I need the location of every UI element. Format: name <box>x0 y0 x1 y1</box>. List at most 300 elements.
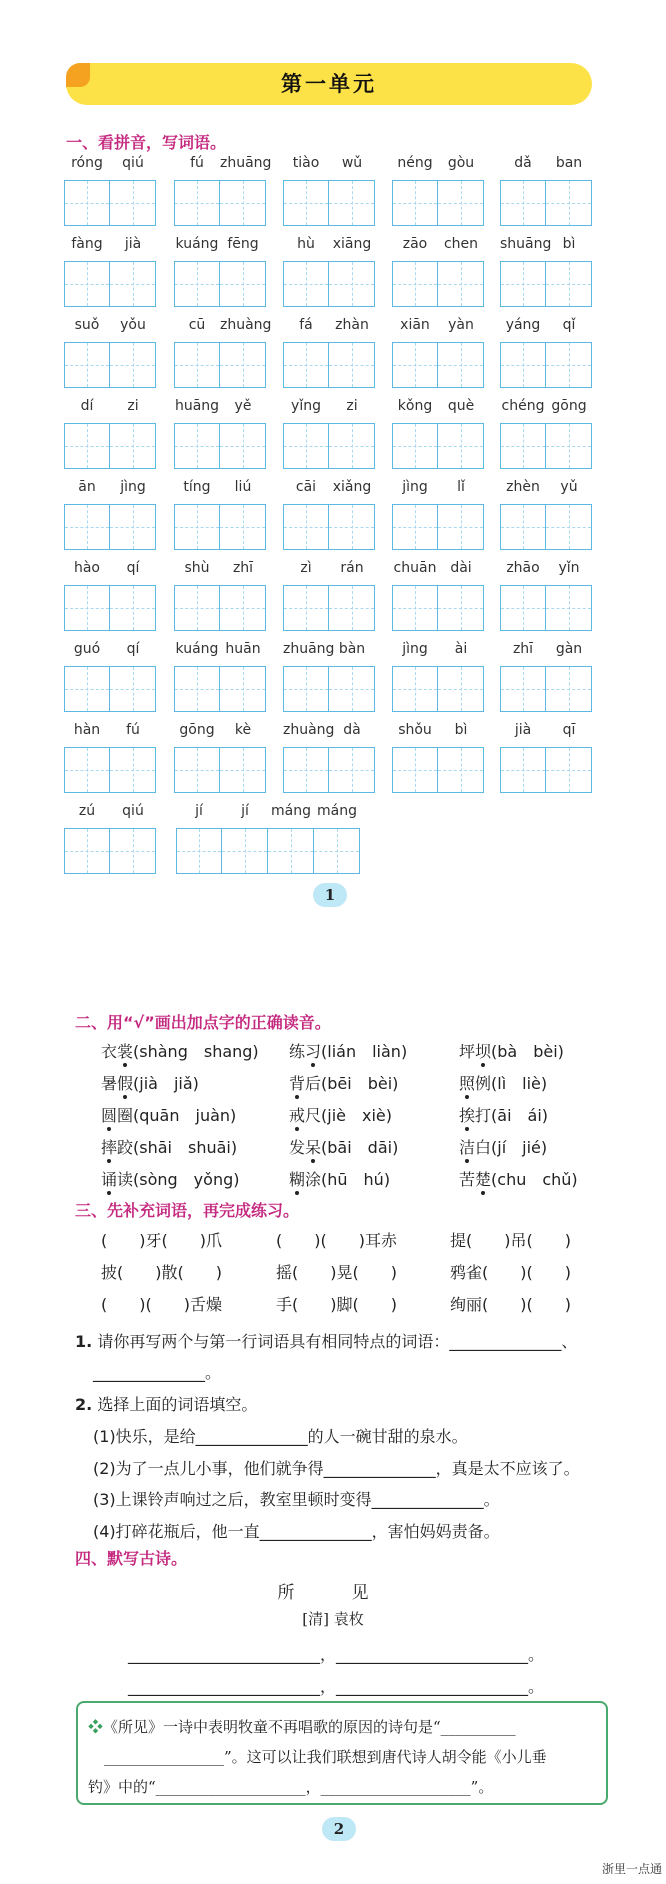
pinyin-label <box>392 398 484 422</box>
pinyin-label <box>392 560 484 584</box>
writing-box[interactable] <box>64 180 110 226</box>
writing-box[interactable] <box>438 747 484 793</box>
tip-line-2[interactable]: ________________”。这可以让我们联想到唐代诗人胡令能《小儿垂 <box>104 1748 547 1766</box>
pinyin-syllable: jìng <box>120 479 146 495</box>
question-1-text[interactable]: 请你再写两个与第一行词语具有相同特点的词语：______________、 <box>97 1332 578 1351</box>
writing-boxes <box>174 666 266 712</box>
writing-box[interactable] <box>174 666 220 712</box>
pinyin-label <box>64 479 156 503</box>
section2-title: 二、用“√”画出加点字的正确读音。 <box>75 1013 331 1032</box>
pinyin-syllable: ban <box>555 155 583 171</box>
writing-box[interactable] <box>174 342 220 388</box>
writing-box[interactable] <box>220 504 266 550</box>
pronunciation-item[interactable] <box>289 1039 407 1062</box>
tip-line-1[interactable] <box>88 1716 516 1737</box>
writing-box[interactable] <box>392 747 438 793</box>
writing-box[interactable] <box>220 261 266 307</box>
reading-options: (lián liàn) <box>321 1042 408 1061</box>
writing-box[interactable] <box>174 180 220 226</box>
pinyin-label <box>500 236 592 260</box>
pinyin-syllable: jìng <box>402 479 428 495</box>
idiom-blank-item[interactable]: 绚丽( )( ) <box>450 1295 571 1314</box>
writing-box[interactable] <box>392 585 438 631</box>
dotted-character: 洁 <box>459 1138 476 1157</box>
question-1-number: 1. <box>75 1332 93 1351</box>
question-2 <box>75 1392 257 1415</box>
idiom-blank-item[interactable]: 提( )吊( ) <box>450 1231 571 1250</box>
writing-boxes <box>174 585 266 631</box>
pinyin-syllable: jí <box>195 803 203 819</box>
writing-box[interactable] <box>392 342 438 388</box>
pinyin-syllable: fú <box>126 722 140 738</box>
pronunciation-item[interactable] <box>459 1135 547 1158</box>
pinyin-syllable: què <box>447 398 475 414</box>
writing-box[interactable] <box>438 504 484 550</box>
pinyin-syllable: lǐ <box>457 479 465 495</box>
writing-box[interactable] <box>500 504 546 550</box>
pinyin-syllable: zú <box>78 803 96 819</box>
pinyin-label <box>174 155 272 179</box>
pinyin-syllable: wǔ <box>341 155 363 171</box>
pinyin-syllable: zhuàng <box>220 317 272 333</box>
writing-boxes <box>392 180 484 226</box>
writing-box[interactable] <box>329 180 375 226</box>
unit-title: 第一单元 <box>281 71 377 96</box>
writing-boxes <box>283 342 375 388</box>
writing-boxes <box>64 585 156 631</box>
pinyin-syllable: néng <box>397 155 433 171</box>
writing-boxes <box>174 342 266 388</box>
pinyin-label <box>392 641 484 665</box>
writing-box[interactable] <box>283 504 329 550</box>
writing-box[interactable] <box>220 423 266 469</box>
idiom-blank-item[interactable]: 鸦雀( )( ) <box>450 1263 571 1282</box>
writing-box[interactable] <box>283 585 329 631</box>
writing-box[interactable] <box>64 585 110 631</box>
pinyin-syllable: suǒ <box>74 317 100 333</box>
pronunciation-item[interactable] <box>289 1071 398 1094</box>
writing-box[interactable] <box>64 666 110 712</box>
word-prefix: 坪 <box>459 1042 476 1061</box>
pronunciation-item[interactable] <box>459 1071 547 1094</box>
pronunciation-item[interactable] <box>101 1103 236 1126</box>
writing-box[interactable] <box>110 666 156 712</box>
writing-boxes <box>392 342 484 388</box>
idiom-blank-item[interactable]: ( )( )耳赤 <box>276 1231 397 1250</box>
writing-boxes <box>392 261 484 307</box>
pinyin-syllable: cāi <box>295 479 317 495</box>
question-2-text: 选择上面的词语填空。 <box>97 1395 258 1414</box>
writing-box[interactable] <box>546 423 592 469</box>
writing-boxes <box>500 585 592 631</box>
pinyin-syllable: tíng <box>183 479 211 495</box>
writing-box[interactable] <box>110 342 156 388</box>
pinyin-label <box>500 317 592 341</box>
writing-box[interactable] <box>392 261 438 307</box>
writing-box[interactable] <box>174 423 220 469</box>
writing-box[interactable] <box>546 666 592 712</box>
writing-box[interactable] <box>283 666 329 712</box>
pinyin-label <box>500 398 592 422</box>
writing-box[interactable] <box>283 180 329 226</box>
writing-box[interactable] <box>329 585 375 631</box>
pinyin-syllable: qiú <box>122 803 144 819</box>
writing-box[interactable] <box>220 342 266 388</box>
pinyin-syllable: hù <box>297 236 315 252</box>
reading-options: (jià jiǎ) <box>133 1074 199 1093</box>
idiom-blank-item[interactable]: 手( )脚( ) <box>276 1295 397 1314</box>
word-prefix: 衣 <box>101 1042 118 1061</box>
question-2-item[interactable]: (1)快乐，是给______________的人一碗甘甜的泉水。 <box>93 1427 468 1446</box>
page-number-2: 2 <box>322 1817 356 1841</box>
pinyin-syllable: yě <box>234 398 252 414</box>
writing-box[interactable] <box>500 423 546 469</box>
writing-box[interactable] <box>546 504 592 550</box>
poem-title: 所 见 <box>277 1583 389 1603</box>
writing-boxes <box>283 261 375 307</box>
writing-box[interactable] <box>500 747 546 793</box>
writing-box[interactable] <box>546 747 592 793</box>
writing-box[interactable] <box>546 261 592 307</box>
pinyin-syllable: róng <box>71 155 103 171</box>
writing-boxes <box>500 423 592 469</box>
pinyin-label <box>500 479 592 503</box>
writing-box[interactable] <box>64 504 110 550</box>
pinyin-label <box>283 236 375 260</box>
pinyin-label <box>283 155 375 179</box>
writing-box[interactable] <box>329 342 375 388</box>
dotted-character: 戒 <box>289 1106 306 1125</box>
pinyin-syllable: yǔ <box>560 479 578 495</box>
pinyin-syllable: kuáng <box>175 641 219 657</box>
writing-box[interactable] <box>222 828 268 874</box>
writing-box[interactable] <box>268 828 314 874</box>
pinyin-syllable: yàn <box>448 317 474 333</box>
dotted-character: 坝 <box>475 1042 492 1061</box>
dotted-character: 楚 <box>475 1170 492 1189</box>
writing-box[interactable] <box>500 342 546 388</box>
writing-boxes <box>64 666 156 712</box>
writing-box[interactable] <box>500 180 546 226</box>
pinyin-syllable: qǐ <box>562 317 576 333</box>
pinyin-syllable: rán <box>340 560 364 576</box>
pinyin-label <box>392 236 484 260</box>
reading-options: 读(sòng yǒng) <box>117 1170 240 1189</box>
writing-box[interactable] <box>176 828 222 874</box>
writing-box[interactable] <box>110 585 156 631</box>
writing-boxes <box>64 423 156 469</box>
pinyin-label <box>174 317 272 341</box>
pronunciation-item[interactable] <box>289 1167 390 1190</box>
pinyin-syllable: chéng <box>501 398 545 414</box>
pinyin-label <box>176 803 360 827</box>
pinyin-label <box>392 722 484 746</box>
word-prefix: 练 <box>289 1042 306 1061</box>
pinyin-label <box>174 236 266 260</box>
writing-boxes <box>392 666 484 712</box>
writing-box[interactable] <box>546 342 592 388</box>
writing-boxes <box>64 504 156 550</box>
writing-box[interactable] <box>392 504 438 550</box>
pinyin-syllable: zì <box>300 560 312 576</box>
pronunciation-item[interactable] <box>101 1039 259 1062</box>
writing-boxes <box>283 666 375 712</box>
writing-box[interactable] <box>438 423 484 469</box>
pinyin-syllable: bì <box>454 722 468 738</box>
writing-box[interactable] <box>329 666 375 712</box>
pinyin-label <box>392 155 484 179</box>
writing-box[interactable] <box>64 828 110 874</box>
pinyin-label <box>500 155 592 179</box>
writing-box[interactable] <box>283 261 329 307</box>
writing-box[interactable] <box>110 504 156 550</box>
tip-line-1-text: 《所见》一诗中表明牧童不再唱歌的原因的诗句是“__________ <box>103 1718 516 1736</box>
reading-options: 例(lì liè) <box>475 1074 548 1093</box>
writing-box[interactable] <box>64 747 110 793</box>
writing-box[interactable] <box>64 342 110 388</box>
pinyin-syllable: chuān <box>393 560 437 576</box>
pronunciation-item[interactable] <box>459 1039 564 1062</box>
pinyin-syllable: yǐn <box>558 560 580 576</box>
writing-box[interactable] <box>392 180 438 226</box>
writing-box[interactable] <box>64 423 110 469</box>
writing-box[interactable] <box>329 423 375 469</box>
pinyin-syllable: dà <box>343 722 361 738</box>
writing-box[interactable] <box>438 666 484 712</box>
writing-box[interactable] <box>546 585 592 631</box>
pinyin-syllable: gàn <box>555 641 583 657</box>
idiom-blank-item[interactable]: ( )牙( )爪 <box>101 1231 222 1250</box>
pinyin-label <box>174 479 266 503</box>
writing-box[interactable] <box>500 261 546 307</box>
writing-boxes <box>500 261 592 307</box>
writing-box[interactable] <box>314 828 360 874</box>
writing-box[interactable] <box>283 747 329 793</box>
idiom-blank-item[interactable]: ( )( )舌燥 <box>101 1295 222 1314</box>
pinyin-syllable: zhuāng <box>220 155 272 171</box>
writing-box[interactable] <box>329 261 375 307</box>
pinyin-label <box>64 236 156 260</box>
dotted-character: 假 <box>117 1074 134 1093</box>
writing-box[interactable] <box>438 180 484 226</box>
writing-boxes <box>174 180 266 226</box>
pinyin-label <box>500 722 592 746</box>
writing-box[interactable] <box>220 666 266 712</box>
pronunciation-item[interactable] <box>101 1167 239 1190</box>
pinyin-syllable: jià <box>514 722 532 738</box>
pinyin-syllable: qī <box>562 722 576 738</box>
writing-boxes <box>500 504 592 550</box>
writing-box[interactable] <box>438 261 484 307</box>
pinyin-label <box>500 560 592 584</box>
writing-box[interactable] <box>438 585 484 631</box>
question-2-item[interactable]: (2)为了一点儿小事，他们就争得______________，真是太不应该了。 <box>93 1459 580 1478</box>
writing-boxes <box>174 423 266 469</box>
writing-box[interactable] <box>220 180 266 226</box>
writing-box[interactable] <box>329 504 375 550</box>
pinyin-syllable: tiào <box>292 155 320 171</box>
word-prefix: 发 <box>289 1138 306 1157</box>
pinyin-label <box>64 398 156 422</box>
idiom-blank-item[interactable]: 摇( )晃( ) <box>276 1263 397 1282</box>
pinyin-syllable: gōng <box>179 722 215 738</box>
writing-boxes <box>392 423 484 469</box>
page-number-1: 1 <box>313 883 347 907</box>
writing-box[interactable] <box>64 261 110 307</box>
publisher-footer: 浙里一点通 <box>601 1862 662 1876</box>
pinyin-syllable: fá <box>299 317 313 333</box>
writing-box[interactable] <box>438 342 484 388</box>
pinyin-syllable: fēng <box>227 236 259 252</box>
writing-boxes <box>283 747 375 793</box>
writing-box[interactable] <box>500 585 546 631</box>
pinyin-syllable: zhàn <box>335 317 369 333</box>
pinyin-syllable: shuāng <box>500 236 552 252</box>
pinyin-syllable: qí <box>126 641 140 657</box>
writing-box[interactable] <box>110 423 156 469</box>
pronunciation-item[interactable] <box>459 1167 578 1190</box>
pinyin-syllable: jí <box>241 803 249 819</box>
writing-boxes <box>500 747 592 793</box>
pinyin-syllable: ài <box>454 641 468 657</box>
writing-boxes <box>392 747 484 793</box>
pronunciation-item[interactable] <box>289 1103 392 1126</box>
pinyin-label <box>64 155 156 179</box>
pinyin-syllable: zhuāng <box>283 641 335 657</box>
reading-options: 跤(shāi shuāi) <box>117 1138 238 1157</box>
pinyin-syllable: yǐng <box>291 398 321 414</box>
pinyin-syllable: shǒu <box>398 722 432 738</box>
pinyin-syllable: hàn <box>73 722 101 738</box>
tip-diamond-icon: ❖ <box>88 1718 104 1736</box>
pinyin-syllable: yáng <box>505 317 541 333</box>
pinyin-syllable: zi <box>127 398 139 414</box>
writing-box[interactable] <box>110 828 156 874</box>
writing-box[interactable] <box>546 180 592 226</box>
pinyin-label <box>283 641 375 665</box>
pinyin-syllable: dí <box>80 398 94 414</box>
reading-options: 圈(quān juàn) <box>117 1106 237 1125</box>
writing-box[interactable] <box>500 666 546 712</box>
writing-box[interactable] <box>174 504 220 550</box>
pinyin-syllable: zhuàng <box>283 722 335 738</box>
pronunciation-item[interactable] <box>101 1135 237 1158</box>
pinyin-syllable: zāo <box>402 236 428 252</box>
pinyin-syllable: fú <box>190 155 204 171</box>
pinyin-syllable: kuáng <box>175 236 219 252</box>
pinyin-syllable: gōng <box>551 398 587 414</box>
writing-box[interactable] <box>329 747 375 793</box>
writing-boxes <box>283 585 375 631</box>
writing-boxes <box>392 504 484 550</box>
pronunciation-item[interactable] <box>289 1135 398 1158</box>
pinyin-label <box>392 317 484 341</box>
pinyin-syllable: xiān <box>400 317 430 333</box>
pinyin-label <box>392 479 484 503</box>
pinyin-syllable: dǎ <box>514 155 532 171</box>
writing-boxes <box>283 423 375 469</box>
writing-box[interactable] <box>220 585 266 631</box>
question-2-number: 2. <box>75 1395 93 1414</box>
pinyin-syllable: bì <box>562 236 576 252</box>
word-prefix: 暑 <box>101 1074 118 1093</box>
section3-title: 三、先补充词语，再完成练习。 <box>75 1201 300 1220</box>
pinyin-syllable: zhāo <box>506 560 540 576</box>
reading-options: (chu chǔ) <box>491 1170 578 1189</box>
pinyin-syllable: hào <box>73 560 101 576</box>
writing-box[interactable] <box>110 180 156 226</box>
writing-box[interactable] <box>174 747 220 793</box>
dotted-character: 摔 <box>101 1138 118 1157</box>
writing-boxes <box>392 585 484 631</box>
pinyin-syllable: zhī <box>232 560 254 576</box>
pinyin-syllable: jià <box>124 236 142 252</box>
writing-boxes <box>174 261 266 307</box>
writing-boxes <box>64 261 156 307</box>
pronunciation-item[interactable] <box>101 1071 199 1094</box>
question-2-item[interactable]: (4)打碎花瓶后，他一直______________，害怕妈妈责备。 <box>93 1522 500 1541</box>
writing-boxes <box>174 504 266 550</box>
reading-options: 白(jí jié) <box>475 1138 548 1157</box>
writing-box[interactable] <box>110 261 156 307</box>
writing-boxes <box>176 828 360 874</box>
writing-box[interactable] <box>220 747 266 793</box>
writing-box[interactable] <box>174 261 220 307</box>
writing-box[interactable] <box>283 423 329 469</box>
writing-box[interactable] <box>392 423 438 469</box>
pinyin-syllable: zhèn <box>506 479 540 495</box>
pinyin-syllable: bàn <box>338 641 366 657</box>
pinyin-syllable: jìng <box>402 641 428 657</box>
word-prefix: 苦 <box>459 1170 476 1189</box>
dotted-character: 习 <box>305 1042 322 1061</box>
question-2-item[interactable]: (3)上课铃声响过之后，教室里顿时变得______________。 <box>93 1490 500 1509</box>
writing-box[interactable] <box>110 747 156 793</box>
pinyin-label <box>283 398 375 422</box>
dotted-character: 裳 <box>117 1042 134 1061</box>
pinyin-label <box>64 641 156 665</box>
dotted-character: 糊 <box>289 1170 306 1189</box>
pinyin-syllable: cū <box>188 317 206 333</box>
reading-options: (bà bèi) <box>491 1042 564 1061</box>
pinyin-syllable: liú <box>234 479 252 495</box>
writing-boxes <box>283 180 375 226</box>
question-1-line2[interactable]: ______________。 <box>93 1363 222 1382</box>
pinyin-syllable: zi <box>346 398 358 414</box>
tip-line-3[interactable]: 钓》中的“____________________，____________________”。 <box>88 1778 494 1796</box>
pinyin-syllable: xiāng <box>332 236 372 252</box>
pinyin-syllable: dài <box>450 560 472 576</box>
dotted-character: 照 <box>459 1074 476 1093</box>
pinyin-label <box>64 560 156 584</box>
writing-box[interactable] <box>174 585 220 631</box>
dotted-character: 呆 <box>305 1138 322 1157</box>
pronunciation-item[interactable] <box>459 1103 548 1126</box>
pinyin-label <box>64 722 156 746</box>
idiom-blank-item[interactable]: 披( )散( ) <box>101 1263 222 1282</box>
reading-options: 尺(jiè xiè) <box>305 1106 392 1125</box>
dotted-character: 诵 <box>101 1170 118 1189</box>
question-1 <box>75 1329 577 1352</box>
dotted-character: 背 <box>289 1074 306 1093</box>
poem-line-1[interactable]: ________________________，________________________。 <box>128 1645 545 1664</box>
writing-box[interactable] <box>283 342 329 388</box>
writing-boxes <box>283 504 375 550</box>
poem-line-2[interactable]: ________________________，________________________。 <box>128 1677 545 1696</box>
reading-options: 涂(hū hú) <box>305 1170 391 1189</box>
writing-box[interactable] <box>392 666 438 712</box>
pinyin-label <box>283 722 375 746</box>
